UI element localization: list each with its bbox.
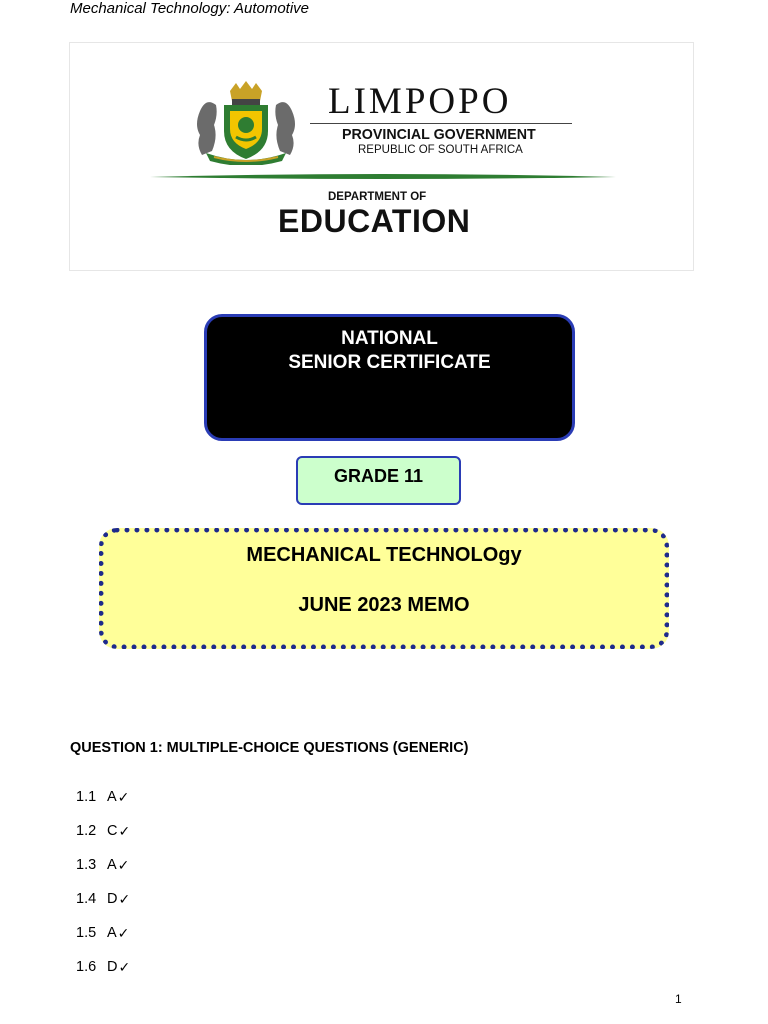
answer-number: 1.1	[76, 789, 97, 805]
certificate-line-1: NATIONAL	[341, 328, 438, 349]
answer-item	[76, 925, 130, 959]
answer-letter: C	[107, 823, 118, 839]
answer-number: 1.2	[76, 823, 97, 839]
department-of-label: DEPARTMENT OF	[328, 191, 427, 203]
answer-item	[76, 959, 130, 993]
check-mark-icon: ✓	[118, 891, 131, 907]
page-number: 1	[675, 992, 682, 1006]
answer-item	[76, 857, 130, 891]
check-mark-icon: ✓	[117, 925, 130, 941]
answer-list	[76, 789, 130, 993]
answer-letter: D	[107, 891, 118, 907]
answer-letter: A	[107, 857, 117, 873]
answer-number: 1.3	[76, 857, 97, 873]
check-mark-icon: ✓	[117, 857, 130, 873]
subject-box	[99, 528, 669, 649]
department-name: EDUCATION	[278, 203, 471, 239]
coat-of-arms-icon	[192, 81, 300, 165]
certificate-line-2: SENIOR CERTIFICATE	[288, 352, 491, 373]
certificate-box	[204, 314, 575, 441]
province-name: LIMPOPO	[328, 81, 512, 122]
answer-letter: D	[107, 959, 118, 975]
answer-item	[76, 891, 130, 925]
answer-item	[76, 823, 130, 857]
answer-number: 1.5	[76, 925, 97, 941]
memo-title: JUNE 2023 MEMO	[298, 594, 470, 616]
check-mark-icon: ✓	[118, 959, 131, 975]
answer-letter: A	[107, 789, 117, 805]
question-heading: QUESTION 1: MULTIPLE-CHOICE QUESTIONS (GENERIC)	[70, 740, 469, 756]
answer-number: 1.4	[76, 891, 97, 907]
running-header: Mechanical Technology: Automotive	[70, 0, 310, 17]
check-mark-icon: ✓	[118, 823, 131, 839]
banner-divider	[310, 123, 572, 124]
department-banner	[69, 42, 694, 271]
country-name: REPUBLIC OF SOUTH AFRICA	[358, 144, 523, 156]
answer-item	[76, 789, 130, 823]
subject-title: MECHANICAL TECHNOLOgy	[246, 544, 522, 566]
grade-box: GRADE 11	[296, 456, 461, 505]
answer-letter: A	[107, 925, 117, 941]
answer-number: 1.6	[76, 959, 97, 975]
green-divider	[150, 173, 616, 181]
government-name: PROVINCIAL GOVERNMENT	[342, 126, 536, 143]
check-mark-icon: ✓	[117, 789, 130, 805]
